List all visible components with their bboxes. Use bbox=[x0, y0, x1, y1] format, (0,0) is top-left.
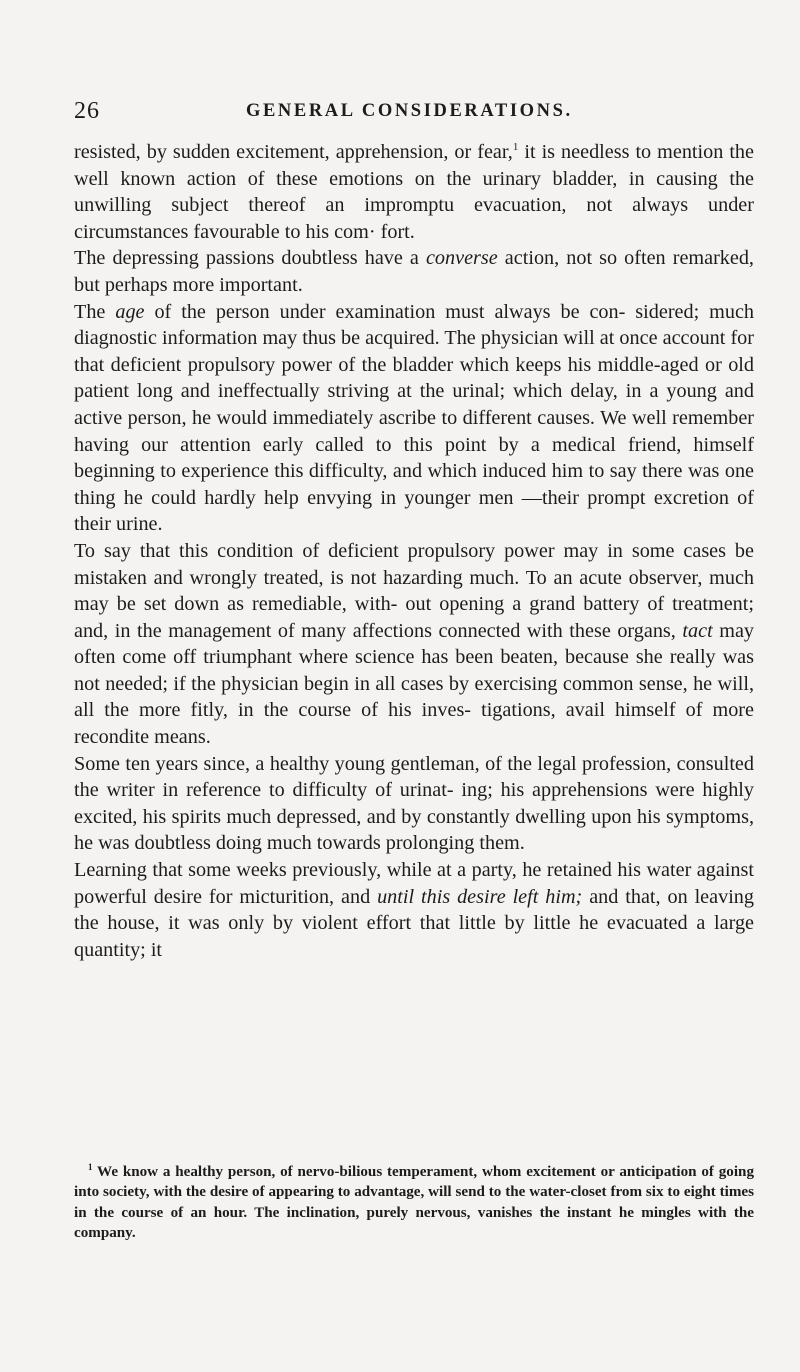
paragraph-3 bbox=[74, 299, 754, 538]
paragraph-4-text-a: To say that this condition of deficient propulsory power may in some cases be mistaken and wrongly treated, is not hazarding much. To an acute observer, much may be set down as remediable, with- out opening a grand battery of treatment; and, in the management of many affections connected with these organs, bbox=[74, 539, 754, 642]
page-number: 26 bbox=[74, 98, 100, 124]
paragraph-4-text-b: may often come off triumphant where science has been beaten, because she really was not needed; if the physician begin in all cases by exercising common sense, he will, all the more fitly, in the course of his inves- tigations, avail himself of more recondite means. bbox=[74, 619, 754, 749]
paragraph-2-text-a: The depressing passions doubtless have a bbox=[74, 247, 426, 270]
footnote-reference: 1 bbox=[512, 141, 519, 153]
paragraph-1 bbox=[74, 139, 754, 245]
paragraph-3-text-a: The bbox=[74, 300, 116, 323]
paragraph-6-emphasis: until this desire left him; bbox=[377, 885, 583, 908]
paragraph-6-text-b: and that, on leaving the house, it was only by violent effort that little by little he evacuated a large quantity; it bbox=[74, 885, 754, 961]
paragraph-4 bbox=[74, 538, 754, 751]
paragraph-3-text-b: of the person under examination must always be con- sidered; much diagnostic information may thus be acquired. The physician will at once account for that deficient propulsory power of the bladder which keeps his middle-aged or old patient long and ineffectually striving at the urinal; which delay, in a young and active person, he would immediately ascribe to different causes. We well remember having our attention early called to this point by a medical friend, himself beginning to experience this difficulty, and which induced him to say there was one thing he could hardly help envying in younger men —their prompt excretion of their urine. bbox=[74, 300, 755, 536]
running-head: GENERAL CONSIDERATIONS. bbox=[246, 101, 573, 121]
page-header bbox=[74, 98, 754, 138]
paragraph-6-text-a: Learning that some weeks previously, while at a party, he retained his water against powerful desire for micturition, and bbox=[74, 859, 754, 908]
paragraph-2-emphasis: converse bbox=[425, 247, 498, 270]
paragraph-4-emphasis: tact bbox=[682, 619, 713, 642]
paragraph-5: Some ten years since, a healthy young gentleman, of the legal profession, consulted the writer in reference to difficulty of urinat- ing; his apprehensions were highly excited, his spirits much depressed, and by constantly dwelling upon his symptoms, he was doubtless doing much towards prolonging them. bbox=[74, 752, 754, 855]
paragraph-1-text-b: it is needless to mention the well known action of these emotions on the urinary bladder, in causing the unwilling subject thereof an impromptu evacuation, not always under circumstances favourable to his com· fort. bbox=[74, 141, 754, 243]
paragraph-3-emphasis: age bbox=[115, 300, 145, 323]
paragraph-2 bbox=[74, 245, 754, 298]
body-text bbox=[74, 139, 754, 963]
paragraph-1-text-a: resisted, by sudden excitement, apprehension, or fear, bbox=[74, 141, 513, 163]
footnote bbox=[74, 1162, 754, 1244]
paragraph-6 bbox=[74, 857, 754, 963]
paragraph-2-text-b: action, not so often remarked, but perhaps more important. bbox=[74, 247, 754, 296]
footnote-marker: 1 bbox=[88, 1162, 93, 1172]
footnote-text: We know a healthy person, of nervo-bilious temperament, whom excitement or anticipation of going into society, with the desire of appearing to advantage, will send to the water-closet from six to eight times in the course of an hour. The inclination, purely nervous, vanishes the instant he mingles with the company. bbox=[74, 1164, 754, 1242]
